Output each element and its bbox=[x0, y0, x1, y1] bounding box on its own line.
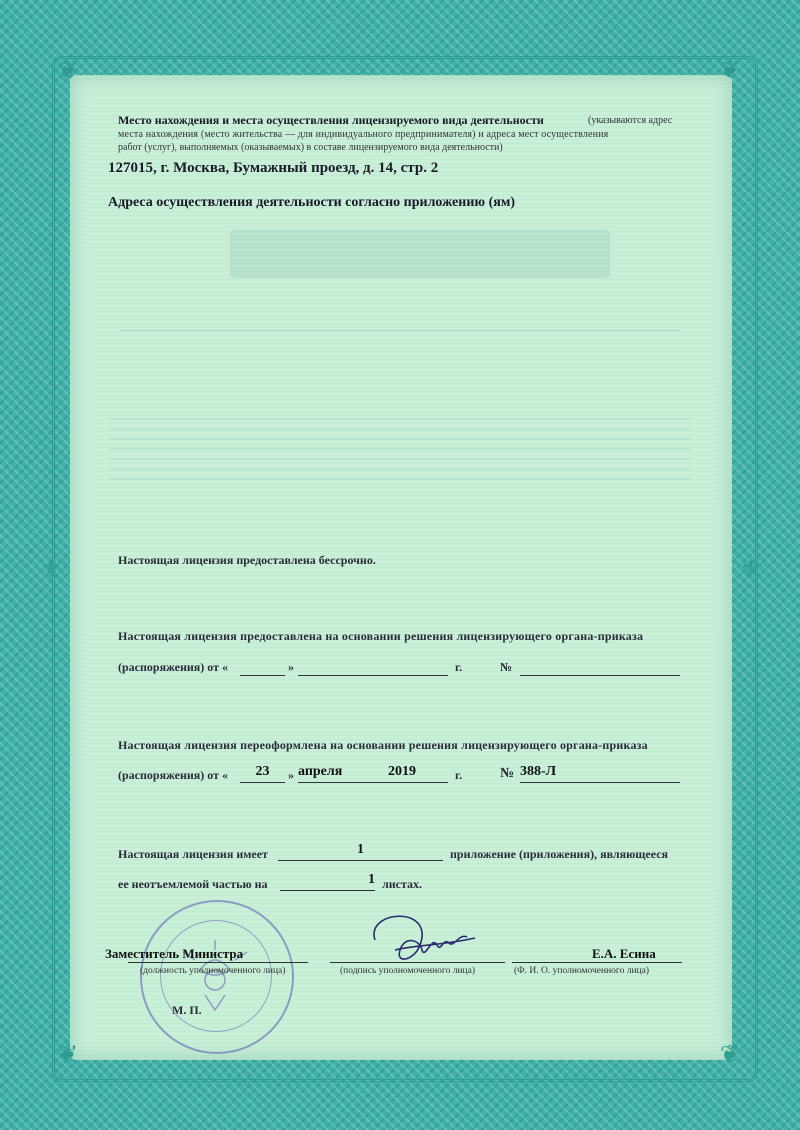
position-line bbox=[128, 962, 308, 963]
corner-ornament-icon: ❦ bbox=[720, 58, 741, 84]
grant-no-label: № bbox=[500, 660, 513, 674]
header-note: (указываются адрес bbox=[588, 115, 673, 126]
reissue-month: апреля bbox=[298, 764, 343, 779]
bleed-through-block bbox=[110, 410, 690, 480]
bleed-through-mark bbox=[230, 230, 610, 278]
header-title: Место нахождения и места осуществления лицензируемого вида деятельности bbox=[118, 113, 544, 127]
side-ornament-icon: ⚜ bbox=[740, 557, 762, 583]
reissue-year-suffix: г. bbox=[455, 768, 463, 782]
corner-ornament-icon: ❦ bbox=[58, 58, 79, 84]
reissue-no-label: № bbox=[500, 766, 515, 781]
appendix-suffix: приложение (приложения), являющееся bbox=[450, 847, 669, 861]
reissue-number: 388-Л bbox=[520, 764, 680, 783]
appendix-line-2-suffix: листах. bbox=[382, 877, 423, 891]
side-ornament-icon: ⚜ bbox=[40, 557, 62, 583]
reissue-quote: » bbox=[288, 768, 294, 782]
header-line-3: работ (услуг), выполняемых (оказываемых) в составе лицензируемого вида деятельности) bbox=[118, 142, 503, 153]
addresses-note: Адреса осуществления деятельности согласно приложению (ям) bbox=[108, 195, 516, 210]
grant-year-suffix: г. bbox=[455, 660, 463, 674]
reissue-line-1: Настоящая лицензия переоформлена на основании решения лицензирующего органа-приказа bbox=[118, 738, 648, 752]
caption-signature: (подпись уполномоченного лица) bbox=[340, 966, 476, 976]
bleed-through-line bbox=[120, 330, 680, 331]
address-line: 127015, г. Москва, Бумажный проезд, д. 14, стр. 2 bbox=[108, 160, 439, 176]
caption-position: (должность уполномоченного лица) bbox=[140, 966, 286, 976]
appendix-line-2: ее неотъемлемой частью на bbox=[118, 877, 268, 891]
signer-position: Заместитель Министра bbox=[105, 946, 244, 961]
handwritten-signature bbox=[355, 905, 485, 975]
header-line-2: места нахождения (место жительства — для индивидуального предпринимателя) и адреса мест осуществления bbox=[118, 129, 609, 140]
official-seal bbox=[140, 900, 294, 1054]
reissue-day: 23 bbox=[240, 764, 285, 783]
name-line bbox=[512, 962, 682, 963]
reissue-prefix: (распоряжения) от « bbox=[118, 768, 228, 782]
grant-day-field bbox=[240, 660, 285, 676]
grant-prefix: (распоряжения) от « bbox=[118, 660, 228, 674]
reissue-year: 2019 bbox=[388, 764, 416, 779]
corner-ornament-icon: ❦ bbox=[58, 1042, 79, 1068]
caption-name: (Ф. И. О. уполномоченного лица) bbox=[514, 966, 649, 976]
seal-place-label: М. П. bbox=[172, 1003, 202, 1017]
appendix-count: 1 bbox=[278, 842, 443, 861]
appendix-sheets: 1 bbox=[280, 872, 375, 891]
corner-ornament-icon: ❦ bbox=[720, 1042, 741, 1068]
grant-line-1: Настоящая лицензия предоставлена на основании решения лицензирующего органа-приказа bbox=[118, 629, 644, 643]
appendix-prefix: Настоящая лицензия имеет bbox=[118, 847, 268, 861]
reissue-month-year bbox=[298, 764, 448, 783]
validity-text: Настоящая лицензия предоставлена бессрочно. bbox=[118, 553, 376, 567]
grant-number-field bbox=[520, 660, 680, 676]
grant-quote: » bbox=[288, 660, 294, 674]
grant-date-field bbox=[298, 660, 448, 676]
signer-name: Е.А. Есина bbox=[592, 946, 656, 961]
